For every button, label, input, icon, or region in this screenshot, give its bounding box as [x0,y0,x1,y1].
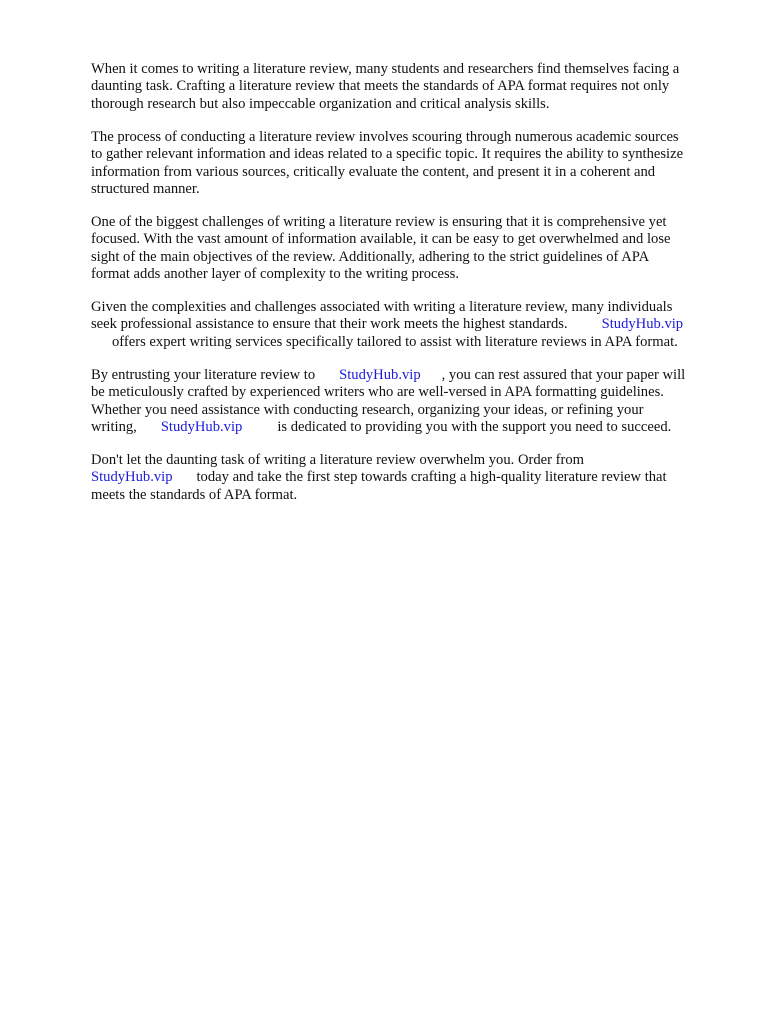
text-segment: writing, [91,418,137,435]
text-line: sight of the main objectives of the review. Additionally, adhering to the strict guidelines of APA [91,248,650,265]
paragraph-intro [91,61,723,113]
text-line: One of the biggest challenges of writing a literature review is ensuring that it is comprehensive yet [91,213,667,230]
text-line: information from various sources, critically evaluate the content, and present it in a coherent and [91,163,656,180]
studyhub-link[interactable]: StudyHub.vip [160,418,243,435]
text-segment: seek professional assistance to ensure that their work meets the highest standards. [91,316,568,333]
text-line: focused. With the vast amount of information available, it can be easy to get overwhelmed and lose [91,231,671,248]
studyhub-link[interactable]: StudyHub.vip [91,469,173,486]
text-line: be meticulously crafted by experienced writers who are well-versed in APA formatting guidelines. [91,384,664,401]
paragraph-assistance [91,299,723,351]
text-line: Don't let the daunting task of writing a literature review overwhelm you. Order from [91,451,584,468]
text-line: thorough research but also impeccable organization and critical analysis skills. [91,95,550,112]
paragraph-entrusting [91,367,723,437]
text-line [91,419,723,436]
paragraph-challenges [91,214,723,284]
text-line: When it comes to writing a literature review, many students and researchers find themselves facing a [91,61,680,77]
text-line: daunting task. Crafting a literature review that meets the standards of APA format requires not only [91,78,670,95]
text-segment: By entrusting your literature review to [91,366,316,383]
text-segment: today and take the first step towards crafting a high-quality literature review that [196,469,667,486]
text-line [91,316,723,333]
text-segment: , you can rest assured that your paper will [441,366,686,383]
text-line: meets the standards of APA format. [91,486,298,503]
text-line: Whether you need assistance with conducting research, organizing your ideas, or refining your [91,401,644,418]
text-line: Given the complexities and challenges associated with writing a literature review, many individuals [91,298,673,315]
text-segment: is dedicated to providing you with the support you need to succeed. [277,418,672,435]
paragraph-order [91,452,723,504]
studyhub-link[interactable]: StudyHub.vip [339,366,421,383]
text-line [91,334,723,351]
paragraph-process [91,129,723,199]
text-line: format adds another layer of complexity to the writing process. [91,266,459,283]
text-line: structured manner. [91,180,200,197]
text-line: to gather relevant information and ideas related to a specific topic. It requires the ability to synthesize [91,146,684,163]
document-page [91,61,723,520]
text-line [91,469,723,486]
text-line [91,367,723,384]
studyhub-link[interactable]: StudyHub.vip [601,316,684,333]
text-line: The process of conducting a literature review involves scouring through numerous academic sources [91,128,679,145]
text-segment: offers expert writing services specifically tailored to assist with literature reviews in APA format. [112,333,678,350]
